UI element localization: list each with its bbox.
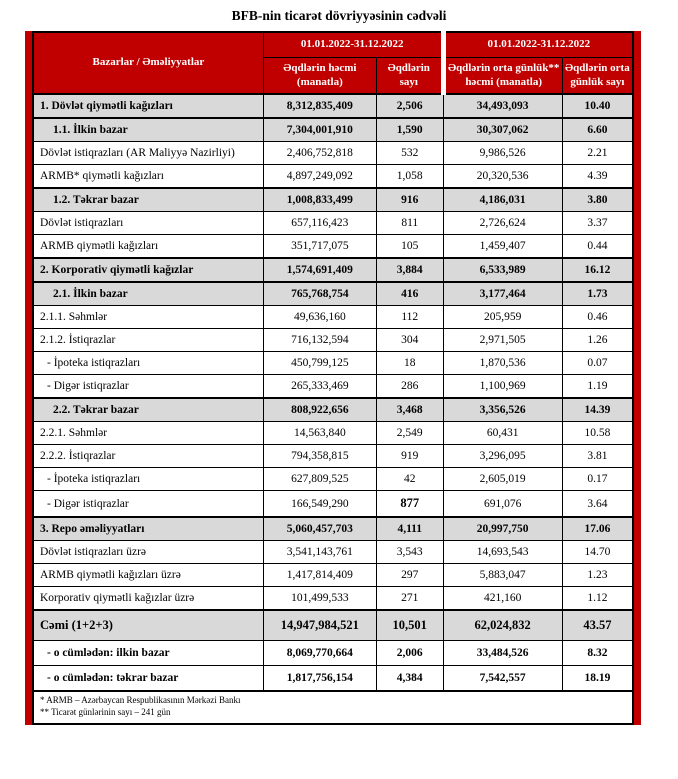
- turnover-table: [32, 31, 634, 692]
- row-value: 286: [376, 375, 443, 399]
- row-value: 112: [376, 306, 443, 329]
- row-value: 0.44: [562, 235, 633, 259]
- row-value: 30,307,062: [443, 118, 562, 142]
- row-value: 421,160: [443, 587, 562, 611]
- row-value: 3.64: [562, 491, 633, 518]
- row-value: 1,574,691,409: [263, 258, 376, 282]
- row-value: 6,533,989: [443, 258, 562, 282]
- row-label: Korporativ qiymətli kağızlar üzrə: [33, 587, 263, 611]
- row-value: 657,116,423: [263, 212, 376, 235]
- row-label: 1.1. İlkin bazar: [33, 118, 263, 142]
- row-value: 271: [376, 587, 443, 611]
- row-value: 351,717,075: [263, 235, 376, 259]
- table-row: [33, 641, 633, 666]
- footnotes: [32, 692, 634, 724]
- table-row: [33, 118, 633, 142]
- row-value: 2,971,505: [443, 329, 562, 352]
- row-value: 62,024,832: [443, 610, 562, 641]
- row-label: - Digər istiqrazlar: [33, 491, 263, 518]
- row-value: 4.39: [562, 165, 633, 189]
- row-label: - İpoteka istiqrazları: [33, 352, 263, 375]
- row-value: 1.19: [562, 375, 633, 399]
- row-value: 20,320,536: [443, 165, 562, 189]
- row-label: 2.1. İlkin bazar: [33, 282, 263, 306]
- row-value: 4,186,031: [443, 188, 562, 212]
- table-row: [33, 398, 633, 422]
- row-value: 1,008,833,499: [263, 188, 376, 212]
- row-value: 8,312,835,409: [263, 94, 376, 118]
- row-label: 2.2. Təkrar bazar: [33, 398, 263, 422]
- table-row: [33, 352, 633, 375]
- row-value: 7,304,001,910: [263, 118, 376, 142]
- row-value: 8,069,770,664: [263, 641, 376, 666]
- row-value: 2,506: [376, 94, 443, 118]
- row-value: 3,356,526: [443, 398, 562, 422]
- row-value: 3.37: [562, 212, 633, 235]
- row-value: 3,296,095: [443, 445, 562, 468]
- row-value: 691,076: [443, 491, 562, 518]
- row-value: 916: [376, 188, 443, 212]
- row-value: 1.12: [562, 587, 633, 611]
- row-value: 3,543: [376, 541, 443, 564]
- row-value: 7,542,557: [443, 666, 562, 692]
- row-label: Cəmi (1+2+3): [33, 610, 263, 641]
- table-row: [33, 235, 633, 259]
- row-value: 627,809,525: [263, 468, 376, 491]
- table-row: [33, 491, 633, 518]
- row-value: 14,693,543: [443, 541, 562, 564]
- row-value: 1,590: [376, 118, 443, 142]
- row-value: 716,132,594: [263, 329, 376, 352]
- row-value: 4,111: [376, 517, 443, 541]
- table-row: [33, 212, 633, 235]
- row-value: 297: [376, 564, 443, 587]
- row-value: 18: [376, 352, 443, 375]
- table-row: [33, 587, 633, 611]
- period-header-row: [33, 32, 633, 57]
- table-row: [33, 610, 633, 641]
- row-value: 1,459,407: [443, 235, 562, 259]
- row-label: 2. Korporativ qiymətli kağızlar: [33, 258, 263, 282]
- row-value: 5,883,047: [443, 564, 562, 587]
- row-value: 0.07: [562, 352, 633, 375]
- row-value: 3.81: [562, 445, 633, 468]
- row-value: 808,922,656: [263, 398, 376, 422]
- row-value: 101,499,533: [263, 587, 376, 611]
- table-body: [33, 94, 633, 691]
- table-row: [33, 564, 633, 587]
- table-row: [33, 329, 633, 352]
- row-value: 4,384: [376, 666, 443, 692]
- row-value: 33,484,526: [443, 641, 562, 666]
- row-value: 416: [376, 282, 443, 306]
- row-label: ARMB qiymətli kağızları: [33, 235, 263, 259]
- row-value: 1,417,814,409: [263, 564, 376, 587]
- row-value: 10,501: [376, 610, 443, 641]
- row-value: 60,431: [443, 422, 562, 445]
- row-value: 794,358,815: [263, 445, 376, 468]
- row-value: 14,947,984,521: [263, 610, 376, 641]
- row-value: 6.60: [562, 118, 633, 142]
- row-value: 265,333,469: [263, 375, 376, 399]
- row-value: 14,563,840: [263, 422, 376, 445]
- table-row: [33, 375, 633, 399]
- row-value: 4,897,249,092: [263, 165, 376, 189]
- row-label: ARMB* qiymətli kağızları: [33, 165, 263, 189]
- row-value: 105: [376, 235, 443, 259]
- row-value: 14.39: [562, 398, 633, 422]
- row-value: 2,006: [376, 641, 443, 666]
- row-value: 3.80: [562, 188, 633, 212]
- table-row: [33, 165, 633, 189]
- row-label: Dövlət istiqrazları: [33, 212, 263, 235]
- row-label: 1. Dövlət qiymətli kağızları: [33, 94, 263, 118]
- row-value: 42: [376, 468, 443, 491]
- row-value: 1.26: [562, 329, 633, 352]
- row-value: 2,605,019: [443, 468, 562, 491]
- row-value: 34,493,093: [443, 94, 562, 118]
- row-value: 304: [376, 329, 443, 352]
- table-row: [33, 188, 633, 212]
- row-label: 2.2.1. Səhmlər: [33, 422, 263, 445]
- row-label: 2.1.1. Səhmlər: [33, 306, 263, 329]
- row-value: 765,768,754: [263, 282, 376, 306]
- row-value: 1.73: [562, 282, 633, 306]
- row-label: 1.2. Təkrar bazar: [33, 188, 263, 212]
- table-row: [33, 541, 633, 564]
- row-value: 3,541,143,761: [263, 541, 376, 564]
- row-value: 0.46: [562, 306, 633, 329]
- row-value: 1,100,969: [443, 375, 562, 399]
- row-value: 166,549,290: [263, 491, 376, 518]
- row-value: 10.40: [562, 94, 633, 118]
- footnote-armb: * ARMB – Azərbaycan Respublikasının Mərkəzi Bankı: [40, 695, 241, 706]
- table-row: [33, 468, 633, 491]
- table-row: [33, 306, 633, 329]
- row-label: Dövlət istiqrazları (AR Maliyyə Nazirliyi): [33, 142, 263, 165]
- column-header-avg-volume: Əqdlərin orta günlük** həcmi (manatla): [443, 57, 562, 94]
- table-row: [33, 445, 633, 468]
- row-label: - İpoteka istiqrazları: [33, 468, 263, 491]
- row-label: 2.1.2. İstiqrazlar: [33, 329, 263, 352]
- row-value: 532: [376, 142, 443, 165]
- table-row: [33, 94, 633, 118]
- row-value: 9,986,526: [443, 142, 562, 165]
- row-value: 14.70: [562, 541, 633, 564]
- row-value: 2,549: [376, 422, 443, 445]
- row-value: 1,870,536: [443, 352, 562, 375]
- period-header-right: 01.01.2022-31.12.2022: [443, 32, 633, 57]
- row-label: - o cümlədən: ilkin bazar: [33, 641, 263, 666]
- row-value: 1,817,756,154: [263, 666, 376, 692]
- row-value: 3,468: [376, 398, 443, 422]
- row-value: 811: [376, 212, 443, 235]
- row-value: 205,959: [443, 306, 562, 329]
- row-value: 18.19: [562, 666, 633, 692]
- row-value: 3,177,464: [443, 282, 562, 306]
- row-value: 49,636,160: [263, 306, 376, 329]
- row-value: 1.23: [562, 564, 633, 587]
- row-value: 20,997,750: [443, 517, 562, 541]
- row-value: 43.57: [562, 610, 633, 641]
- row-value: 450,799,125: [263, 352, 376, 375]
- row-value: 919: [376, 445, 443, 468]
- row-label: - o cümlədən: təkrar bazar: [33, 666, 263, 692]
- row-value: 0.17: [562, 468, 633, 491]
- row-value: 8.32: [562, 641, 633, 666]
- row-value: 16.12: [562, 258, 633, 282]
- page-title: BFB-nin ticarət dövriyyəsinin cədvəli: [231, 8, 447, 23]
- table-row: [33, 258, 633, 282]
- row-label: 2.2.2. İstiqrazlar: [33, 445, 263, 468]
- row-value: 2,406,752,818: [263, 142, 376, 165]
- row-value: 3,884: [376, 258, 443, 282]
- row-value: 1,058: [376, 165, 443, 189]
- row-label: 3. Repo əməliyyatları: [33, 517, 263, 541]
- row-value: 5,060,457,703: [263, 517, 376, 541]
- row-value: 2.21: [562, 142, 633, 165]
- table-frame: [25, 31, 641, 725]
- table-row: [33, 666, 633, 692]
- table-row: [33, 422, 633, 445]
- column-header-count: Əqdlərin sayı: [376, 57, 443, 94]
- period-header-left: 01.01.2022-31.12.2022: [263, 32, 443, 57]
- row-value: 17.06: [562, 517, 633, 541]
- row-value: 2,726,624: [443, 212, 562, 235]
- footnote-trading-days: ** Ticarət günlərinin sayı – 241 gün: [40, 707, 171, 718]
- row-value: 10.58: [562, 422, 633, 445]
- row-label: ARMB qiymətli kağızları üzrə: [33, 564, 263, 587]
- row-label: Dövlət istiqrazları üzrə: [33, 541, 263, 564]
- table-header: [33, 32, 633, 94]
- row-value: 877: [376, 491, 443, 518]
- column-header-avg-count: Əqdlərin orta günlük sayı: [562, 57, 633, 94]
- table-row: [33, 142, 633, 165]
- row-label: - Digər istiqrazlar: [33, 375, 263, 399]
- corner-header: Bazarlar / Əməliyyatlar: [33, 32, 263, 94]
- table-row: [33, 517, 633, 541]
- column-header-volume: Əqdlərin həcmi (manatla): [263, 57, 376, 94]
- table-row: [33, 282, 633, 306]
